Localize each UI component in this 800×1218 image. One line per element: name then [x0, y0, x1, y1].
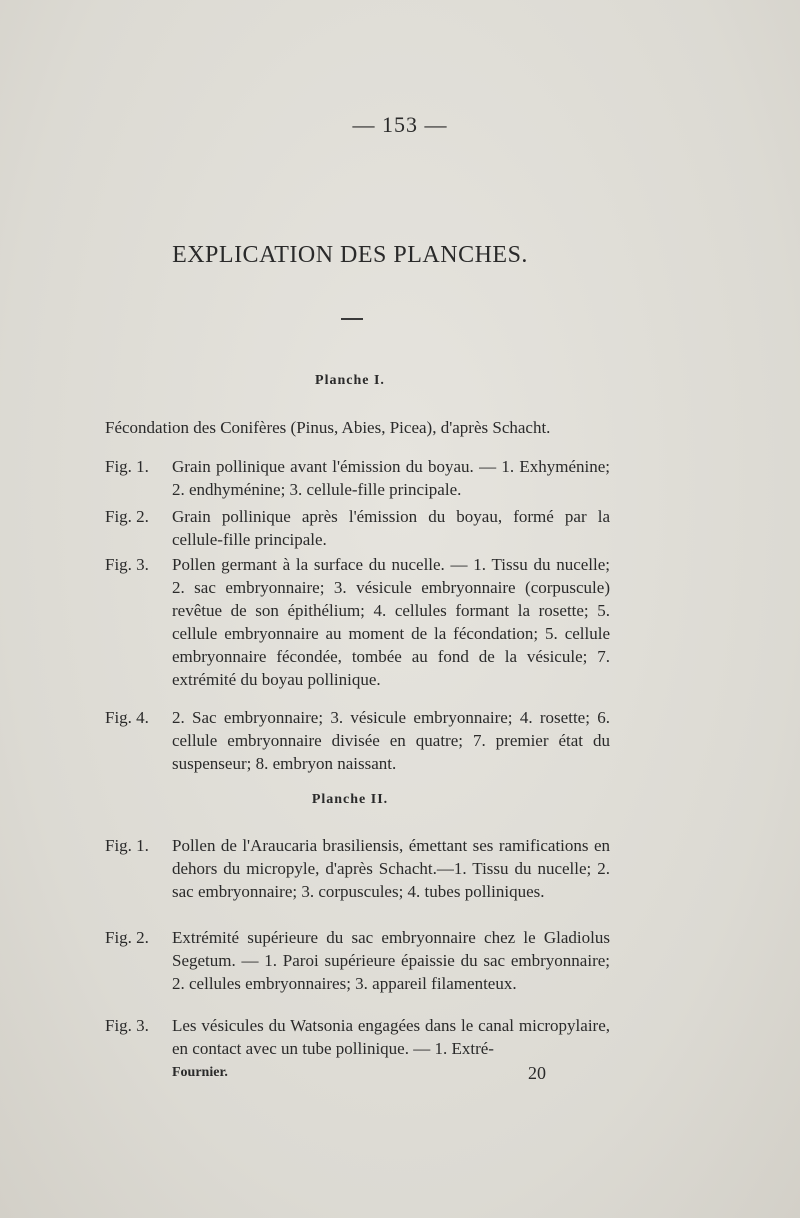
divider	[341, 318, 363, 320]
fig-text: 2. Sac embryonnaire; 3. vésicule embryonnaire; 4. rosette; 6. cellule embryonnaire divisée en quatre; 7. premier état du suspenseur; 8. embryon naissant.	[172, 708, 610, 773]
fig-text: Pollen germant à la surface du nucelle. — 1. Tissu du nucelle; 2. sac embryonnaire; 3. vésicule embryonnaire (corpuscule) revêtue de son épithélium; 4. cellules formant la rosette; 5. cellule embryonnaire au moment de la fécondation; 5. cellule embryonnaire fécondée, tombée au fond de la vésicule; 7. extrémité du boyau pollinique.	[172, 555, 610, 689]
fig-label: Fig. 3.	[105, 555, 149, 574]
planche-1-intro: Fécondation des Conifères (Pinus, Abies, Picea), d'après Schacht.	[105, 418, 551, 437]
planche-2-heading: Planche II.	[311, 792, 389, 807]
page-title: EXPLICATION DES PLANCHES.	[172, 242, 528, 268]
fig-label: Fig. 1.	[105, 457, 149, 476]
planche-2-fig-3	[105, 1014, 610, 1060]
planche-1-fig-2	[105, 505, 610, 551]
fig-label: Fig. 2.	[105, 507, 149, 526]
fig-text: Les vésicules du Watsonia engagées dans le canal micropylaire, en contact avec un tube pollinique. — 1. Extré-	[172, 1016, 610, 1058]
fig-text: Grain pollinique avant l'émission du boyau. — 1. Exhyménine; 2. endhyménine; 3. cellule-fille principale.	[172, 457, 610, 499]
fig-label: Fig. 1.	[105, 836, 149, 855]
fig-label: Fig. 2.	[105, 928, 149, 947]
planche-1-fig-4	[105, 706, 610, 775]
planche-1-heading: Planche I.	[315, 373, 385, 388]
planche-2-fig-2	[105, 926, 610, 995]
fig-text: Pollen de l'Araucaria brasiliensis, émettant ses ramifications en dehors du micropyle, d'après Schacht.—1. Tissu du nucelle; 2. sac embryonnaire; 3. corpuscules; 4. tubes polliniques.	[172, 836, 610, 901]
page-number: — 153 —	[352, 112, 448, 137]
fig-text: Grain pollinique après l'émission du boyau, formé par la cellule-fille principale.	[172, 507, 610, 549]
planche-1-fig-3	[105, 553, 610, 691]
fig-label: Fig. 3.	[105, 1016, 149, 1035]
fig-text: Extrémité supérieure du sac embryonnaire chez le Gladiolus Segetum. — 1. Paroi supérieure épaissie du sac embryonnaire; 2. cellules embryonnaires; 3. appareil filamenteux.	[172, 928, 610, 993]
planche-2-fig-1	[105, 834, 610, 903]
footer-author: Fournier.	[172, 1065, 228, 1080]
signature-mark: 20	[528, 1063, 546, 1083]
fig-label: Fig. 4.	[105, 708, 149, 727]
planche-1-fig-1	[105, 455, 610, 501]
